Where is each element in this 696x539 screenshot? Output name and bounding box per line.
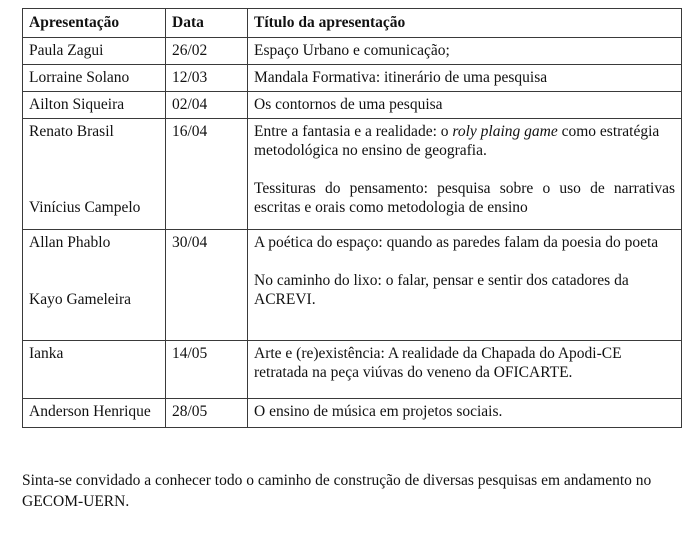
presenter-name: Allan Phablo [29,234,111,251]
presenter-name: Vinícius Campelo [29,199,141,216]
presenter-cell: Lorraine Solano [23,65,166,92]
presenter-cell [23,119,166,230]
presentation-schedule-table [22,8,682,428]
header-title: Título da apresentação [248,9,682,38]
table-row [23,38,682,65]
presenter-cell: Anderson Henrique [23,399,166,428]
presentation-title: A poética do espaço: quando as paredes falam da poesia do poeta [254,234,659,251]
presenter-cell: Ianka [23,341,166,399]
table-row [23,399,682,428]
date-cell: 12/03 [166,65,248,92]
header-presenter: Apresentação [23,9,166,38]
presenter-name: Kayo Gameleira [29,291,131,308]
title-cell: Espaço Urbano e comunicação; [248,38,682,65]
date-cell: 30/04 [166,230,248,341]
presenter-cell [23,230,166,341]
table-row [23,119,682,230]
title-cell [248,230,682,341]
table-row [23,65,682,92]
date-cell: 26/02 [166,38,248,65]
italic-term: roly plaing game [452,123,558,140]
table-row [23,230,682,341]
table-row [23,341,682,399]
presentation-title: No caminho do lixo: o falar, pensar e sentir dos catadores da ACREVI. [254,272,629,308]
header-date: Data [166,9,248,38]
invitation-note: Sinta-se convidado a conhecer todo o caminho de construção de diversas pesquisas em andamento no GECOM-UERN. [22,472,652,510]
title-cell: Arte e (re)existência: A realidade da Chapada do Apodi-CE retratada na peça viúvas do veneno da OFICARTE. [248,341,682,399]
date-cell: 16/04 [166,119,248,230]
table-row [23,92,682,119]
title-cell: Mandala Formativa: itinerário de uma pesquisa [248,65,682,92]
date-cell: 14/05 [166,341,248,399]
presentation-title: Tessituras do pensamento: pesquisa sobre o uso de narrativas escritas e orais como metodologia de ensino [254,180,675,216]
presenter-cell: Paula Zagui [23,38,166,65]
date-cell: 02/04 [166,92,248,119]
title-cell: Os contornos de uma pesquisa [248,92,682,119]
date-cell: 28/05 [166,399,248,428]
title-cell: O ensino de música em projetos sociais. [248,399,682,428]
presenter-name: Renato Brasil [29,123,114,140]
table-header-row [23,9,682,38]
presentation-title: Entre a fantasia e a realidade: o roly plaing game como estratégia metodológica no ensino de geografia. [254,123,660,159]
title-cell [248,119,682,230]
presenter-cell: Ailton Siqueira [23,92,166,119]
